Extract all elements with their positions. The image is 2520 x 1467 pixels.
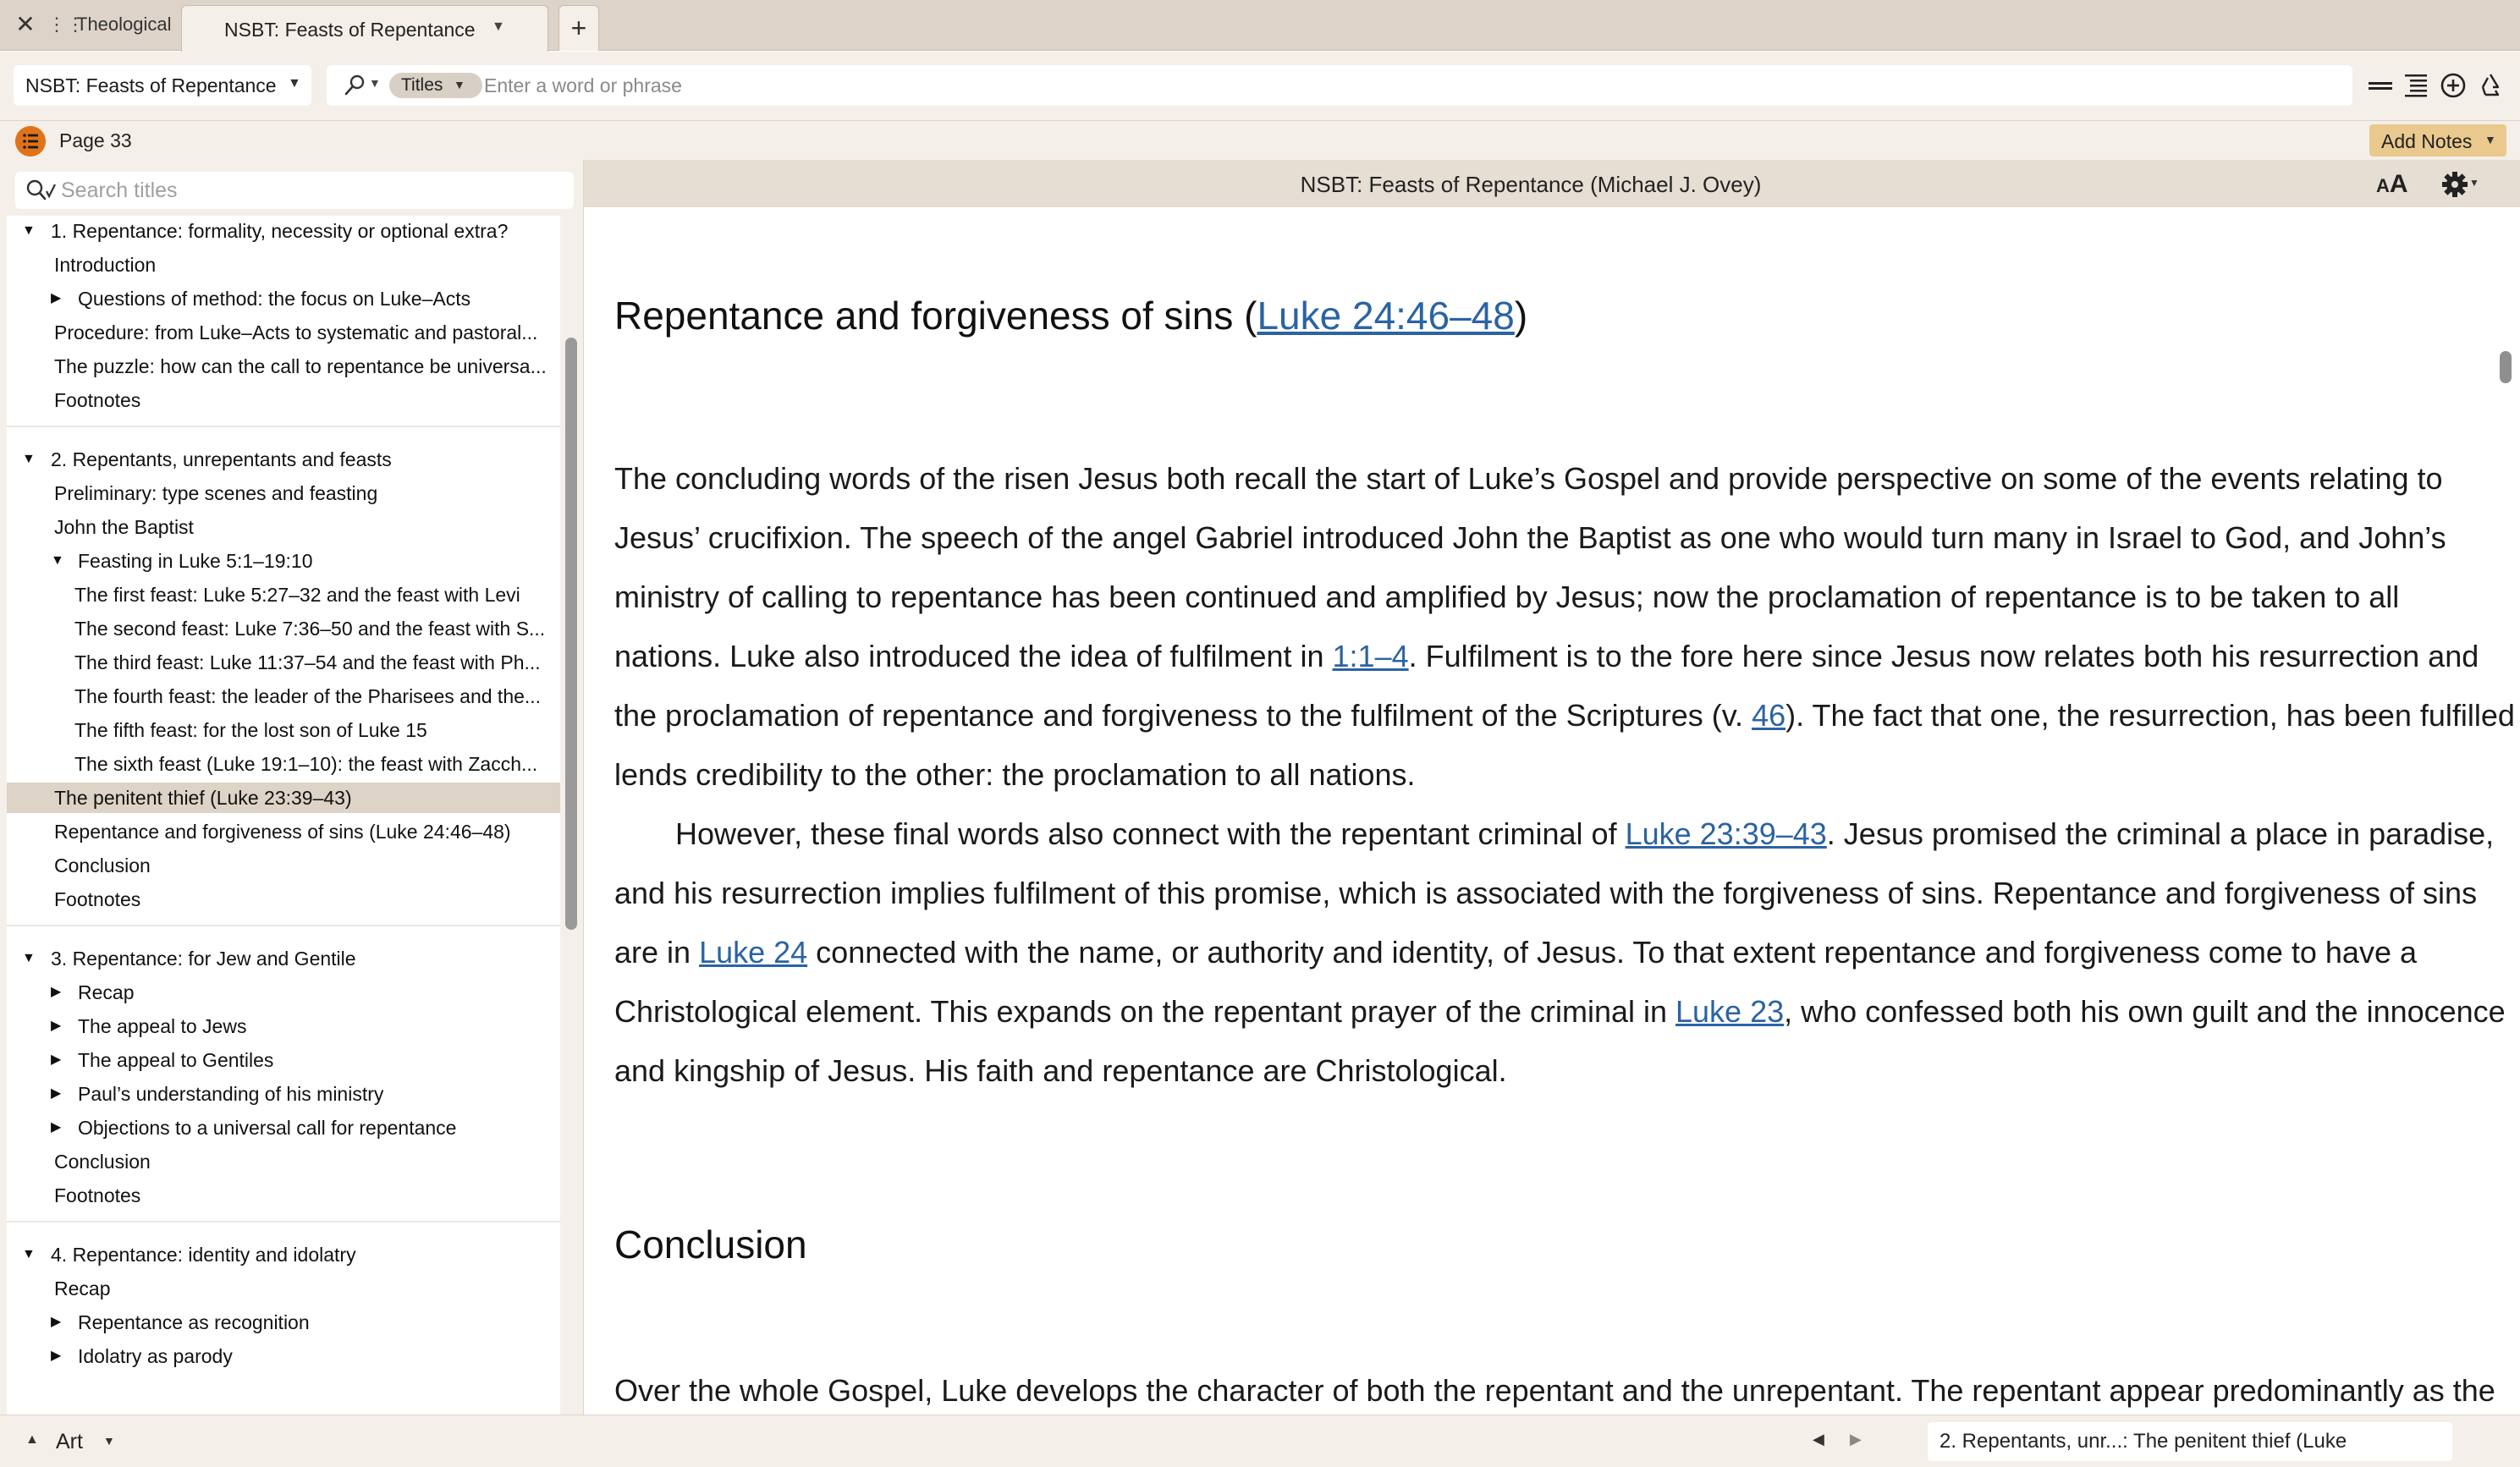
- toc-item[interactable]: [7, 613, 560, 644]
- paragraph-line: [614, 508, 2459, 568]
- toc-item-label: Feasting in Luke 5:1–19:10: [78, 550, 313, 572]
- gear-icon[interactable]: [2440, 170, 2469, 199]
- toc-item[interactable]: [7, 317, 560, 348]
- toc-item-label: John the Baptist: [54, 516, 194, 538]
- parallel-resources-icon[interactable]: [2366, 70, 2395, 101]
- page-bar: [0, 121, 2520, 160]
- toc-item-label: 2. Repentants, unrepentants and feasts: [51, 448, 392, 470]
- toc-item[interactable]: [7, 478, 560, 508]
- paragraph-text: The concluding words of the risen Jesus both recall the start of Luke’s Gospel and provide perspective on some of the events relating to: [614, 461, 2443, 496]
- toc-item[interactable]: [7, 351, 560, 382]
- paragraph-line: [614, 686, 2515, 745]
- toc-item-label: The fifth feast: for the lost son of Luke 15: [74, 719, 427, 741]
- chevron-down-icon: ▼: [2484, 133, 2496, 146]
- paragraph-line: Over the whole Gospel, Luke develops the character of both the repentant and the unrepentant. The repentant appear predominantly as the: [614, 1373, 2495, 1408]
- toc-item-label: Introduction: [54, 254, 157, 276]
- toc-item-label: Footnotes: [54, 888, 141, 910]
- paragraph-text: However, these final words also connect with the repentant criminal of: [675, 816, 1626, 851]
- toc-item[interactable]: [7, 1011, 560, 1041]
- search-box: [327, 65, 2352, 106]
- toc-item-label: The penitent thief (Luke 23:39–43): [54, 787, 352, 809]
- toc-item-label: Recap: [54, 1277, 111, 1299]
- collapse-triangle-icon[interactable]: ▼: [22, 951, 36, 965]
- toc-item-label: Repentance as recognition: [78, 1311, 310, 1333]
- paragraph-line: [614, 745, 2459, 805]
- tab-menu-chevron-icon[interactable]: ▼: [492, 19, 505, 34]
- toc-item[interactable]: [7, 977, 560, 1008]
- toc-chapter[interactable]: [7, 943, 560, 974]
- toc-separator: [7, 426, 560, 427]
- toc-item[interactable]: [7, 250, 560, 280]
- tab-bar: [0, 0, 2520, 51]
- add-circle-icon[interactable]: [2439, 70, 2468, 101]
- font-size-button[interactable]: AA: [2376, 170, 2408, 198]
- collapse-triangle-icon[interactable]: ▼: [22, 452, 36, 466]
- expand-triangle-icon[interactable]: ▶: [51, 1315, 62, 1329]
- scripture-link[interactable]: Luke 23: [1675, 994, 1785, 1029]
- toc-item[interactable]: [7, 580, 560, 610]
- tab-group-grip-icon[interactable]: ⋮⋮: [47, 14, 85, 35]
- paragraph-line: [614, 449, 2459, 508]
- toc-item[interactable]: [7, 1045, 560, 1075]
- toc-item[interactable]: [7, 884, 560, 915]
- paragraph-text: lends credibility to the other: the proclamation to all nations.: [614, 757, 1416, 792]
- section-heading: [614, 292, 1527, 339]
- paragraph-text: . Fulfilment is to the fore here since Jesus now relates both his resurrection and: [1408, 639, 2479, 673]
- paragraph-text: connected with the name, or authority and identity, of Jesus. To that extent repentance and forgiveness come to have a: [807, 935, 2418, 970]
- toc-item-label: Idolatry as parody: [78, 1345, 233, 1367]
- toc-item[interactable]: [7, 1341, 560, 1371]
- page-number: Page 33: [59, 129, 132, 151]
- search-options-chevron-icon[interactable]: ▼: [369, 76, 381, 90]
- paragraph-text: nations. Luke also introduced the idea of fulfilment in: [614, 639, 1333, 673]
- status-bar: [0, 1415, 2520, 1467]
- expand-triangle-icon[interactable]: ▶: [51, 1086, 62, 1101]
- add-notes-button[interactable]: [2369, 124, 2506, 157]
- chevron-down-icon[interactable]: ▼: [2469, 177, 2479, 189]
- heading-text: Repentance and forgiveness of sins (: [614, 294, 1257, 338]
- paragraph-text: are in: [614, 935, 700, 970]
- resource-toolbar: [0, 52, 2520, 121]
- toc-separator: [7, 925, 560, 926]
- expand-panel-icon[interactable]: ▲: [25, 1432, 39, 1447]
- toc-item-label: The fourth feast: the leader of the Pharisees and the...: [74, 685, 542, 707]
- collapse-triangle-icon[interactable]: ▼: [22, 223, 36, 238]
- title-search-input[interactable]: [61, 176, 560, 205]
- paragraph-text: Christological element. This expands on the repentant prayer of the criminal in: [614, 994, 1676, 1029]
- toc-item-label: The sixth feast (Luke 19:1–10): the feast with Zacch...: [74, 753, 538, 775]
- sidebar-scrollbar[interactable]: [565, 338, 577, 930]
- paragraph-line: [675, 805, 2520, 864]
- scripture-link[interactable]: Luke 23:39–43: [1625, 816, 1827, 851]
- paragraph-text: Jesus’ crucifixion. The speech of the angel Gabriel introduced John the Baptist as one who would turn many in Israel to God, and John’s: [614, 520, 2446, 555]
- chevron-down-icon[interactable]: ▼: [103, 1434, 115, 1448]
- toc-item-label: Repentance and forgiveness of sins (Luke 24:46–48): [54, 821, 511, 843]
- toc-item[interactable]: [7, 749, 560, 779]
- toc-item[interactable]: [7, 1146, 560, 1177]
- toc-item[interactable]: [7, 1079, 560, 1109]
- reader-pane: [584, 160, 2520, 1415]
- toc-item-label: Recap: [78, 981, 135, 1003]
- add-notes-label: Add Notes: [2381, 130, 2473, 152]
- scripture-link[interactable]: 46: [1752, 698, 1786, 733]
- search-scope-label: Titles: [401, 75, 443, 95]
- reader-scrollbar[interactable]: [2500, 351, 2512, 383]
- toc-sidebar: [0, 160, 584, 1415]
- scripture-link[interactable]: 1:1–4: [1332, 639, 1409, 673]
- paragraph-text: and his resurrection implies fulfilment of this promise, which is associated with the forgiveness of sins. Repentance and forgiveness of sins: [614, 876, 2478, 910]
- toc-item[interactable]: [7, 1113, 560, 1143]
- paragraph-text: ministry of calling to repentance has been continued and amplified by Jesus; now the proclamation of repentance is to be taken to all: [614, 580, 2400, 614]
- paragraph-text: ). The fact that one, the resurrection, has been fulfilled: [1785, 698, 2515, 733]
- toc-item-label: The first feast: Luke 5:27–32 and the feast with Levi: [74, 584, 520, 606]
- paragraph-text: the proclamation of repentance and forgiveness to the fulfilment of the Scriptures (v.: [614, 698, 1752, 733]
- expand-triangle-icon[interactable]: ▶: [51, 985, 62, 999]
- toc-item-label: Paul’s understanding of his ministry: [78, 1083, 384, 1105]
- resource-selector-label: NSBT: Feasts of Repentance: [25, 74, 277, 96]
- toc-item[interactable]: [7, 715, 560, 745]
- location-field[interactable]: [1928, 1422, 2452, 1461]
- paragraph-line: [614, 1041, 2459, 1101]
- location-text: 2. Repentants, unr...: The penitent thief (Luke: [1940, 1430, 2347, 1453]
- toc-item[interactable]: [7, 546, 560, 576]
- paragraph-text: . Jesus promised the criminal a place in paradise,: [1826, 816, 2495, 851]
- collapse-triangle-icon[interactable]: ▼: [51, 553, 64, 568]
- toc-item-label: The third feast: Luke 11:37–54 and the feast with Ph...: [74, 651, 541, 673]
- toc-item-label: 3. Repentance: for Jew and Gentile: [51, 948, 356, 970]
- toc-item[interactable]: [7, 283, 560, 314]
- search-filter-icon[interactable]: [24, 178, 58, 203]
- paragraph-line: [614, 982, 2506, 1041]
- toc-item[interactable]: [7, 816, 560, 847]
- toc-item-label: Conclusion: [54, 854, 151, 876]
- recycle-icon[interactable]: [2476, 70, 2505, 101]
- toc-item[interactable]: [7, 512, 560, 542]
- toc-item-label: The appeal to Gentiles: [78, 1049, 274, 1071]
- scripture-link[interactable]: Luke 24: [699, 935, 808, 970]
- back-arrow-icon[interactable]: ◀: [1813, 1431, 1824, 1448]
- toc-item[interactable]: [7, 1273, 560, 1304]
- paragraph-text: , who confessed both his own guilt and the innocence: [1784, 994, 2506, 1029]
- table-of-contents-icon[interactable]: [15, 126, 46, 157]
- toc-item[interactable]: [7, 1307, 560, 1338]
- title-search-box: [15, 172, 574, 209]
- toc-item[interactable]: [7, 783, 560, 813]
- toc-item-label: The puzzle: how can the call to repentance be universa...: [54, 355, 547, 377]
- chevron-down-icon: ▼: [288, 76, 301, 91]
- paragraph-line: [614, 923, 2459, 982]
- toc-item-label: 1. Repentance: formality, necessity or optional extra?: [51, 220, 509, 242]
- close-window-icon[interactable]: ✕: [15, 11, 36, 37]
- collapse-triangle-icon[interactable]: ▼: [22, 1247, 36, 1261]
- toc-tree: [7, 216, 560, 1415]
- toc-chapter[interactable]: [7, 1239, 560, 1270]
- tab-label: NSBT: Feasts of Repentance: [224, 19, 476, 41]
- paragraph-line: [614, 864, 2478, 923]
- expand-triangle-icon[interactable]: ▶: [51, 1019, 62, 1033]
- reader-header: [584, 160, 2520, 207]
- expand-triangle-icon[interactable]: ▶: [51, 1052, 62, 1067]
- toc-item-label: Procedure: from Luke–Acts to systematic and pastoral...: [54, 321, 538, 343]
- heading-text-end: ): [1514, 294, 1528, 338]
- toc-item-label: Preliminary: type scenes and feasting: [54, 482, 378, 504]
- toc-item[interactable]: [7, 385, 560, 415]
- text-view-icon[interactable]: [2402, 70, 2430, 101]
- search-input[interactable]: [484, 70, 2329, 101]
- toc-item-label: Conclusion: [54, 1151, 151, 1173]
- toc-item-label: 4. Repentance: identity and idolatry: [51, 1244, 356, 1266]
- toc-item-label: The second feast: Luke 7:36–50 and the feast with S...: [74, 618, 546, 640]
- paragraph-line: [614, 568, 2459, 627]
- tab-active-resource[interactable]: [181, 5, 548, 52]
- toc-separator: [7, 1221, 560, 1222]
- resource-selector[interactable]: [14, 65, 311, 106]
- toc-item-label: Questions of method: the focus on Luke–Acts: [78, 288, 471, 310]
- expand-triangle-icon[interactable]: ▶: [51, 291, 62, 305]
- toc-chapter[interactable]: [7, 216, 560, 246]
- scripture-link[interactable]: Luke 24:46–48: [1257, 294, 1515, 338]
- book-title: NSBT: Feasts of Repentance (Michael J. Ovey): [1300, 172, 1762, 197]
- toc-item-label: The appeal to Jews: [78, 1015, 247, 1037]
- toc-item[interactable]: [7, 850, 560, 881]
- forward-arrow-icon[interactable]: ▶: [1850, 1431, 1862, 1448]
- panel-selector-label[interactable]: Art: [56, 1430, 83, 1453]
- toc-item-label: Objections to a universal call for repentance: [78, 1117, 457, 1139]
- paragraph-line: [614, 627, 2479, 686]
- tab-group-label[interactable]: Theological: [76, 14, 172, 35]
- paragraph-text: and kingship of Jesus. His faith and repentance are Christological.: [614, 1053, 1507, 1088]
- expand-triangle-icon[interactable]: ▶: [51, 1349, 62, 1363]
- toc-item[interactable]: [7, 681, 560, 712]
- chevron-down-icon: ▼: [454, 78, 465, 91]
- toc-chapter[interactable]: [7, 444, 560, 475]
- toc-item-label: Footnotes: [54, 1184, 141, 1206]
- toc-item[interactable]: [7, 647, 560, 678]
- new-tab-button[interactable]: +: [558, 5, 599, 51]
- search-icon[interactable]: [342, 72, 369, 99]
- section-heading-conclusion: Conclusion: [614, 1222, 807, 1266]
- search-scope-dropdown[interactable]: [389, 73, 482, 98]
- expand-triangle-icon[interactable]: ▶: [51, 1120, 62, 1135]
- toc-item-label: Footnotes: [54, 389, 141, 411]
- toc-item[interactable]: [7, 1180, 560, 1211]
